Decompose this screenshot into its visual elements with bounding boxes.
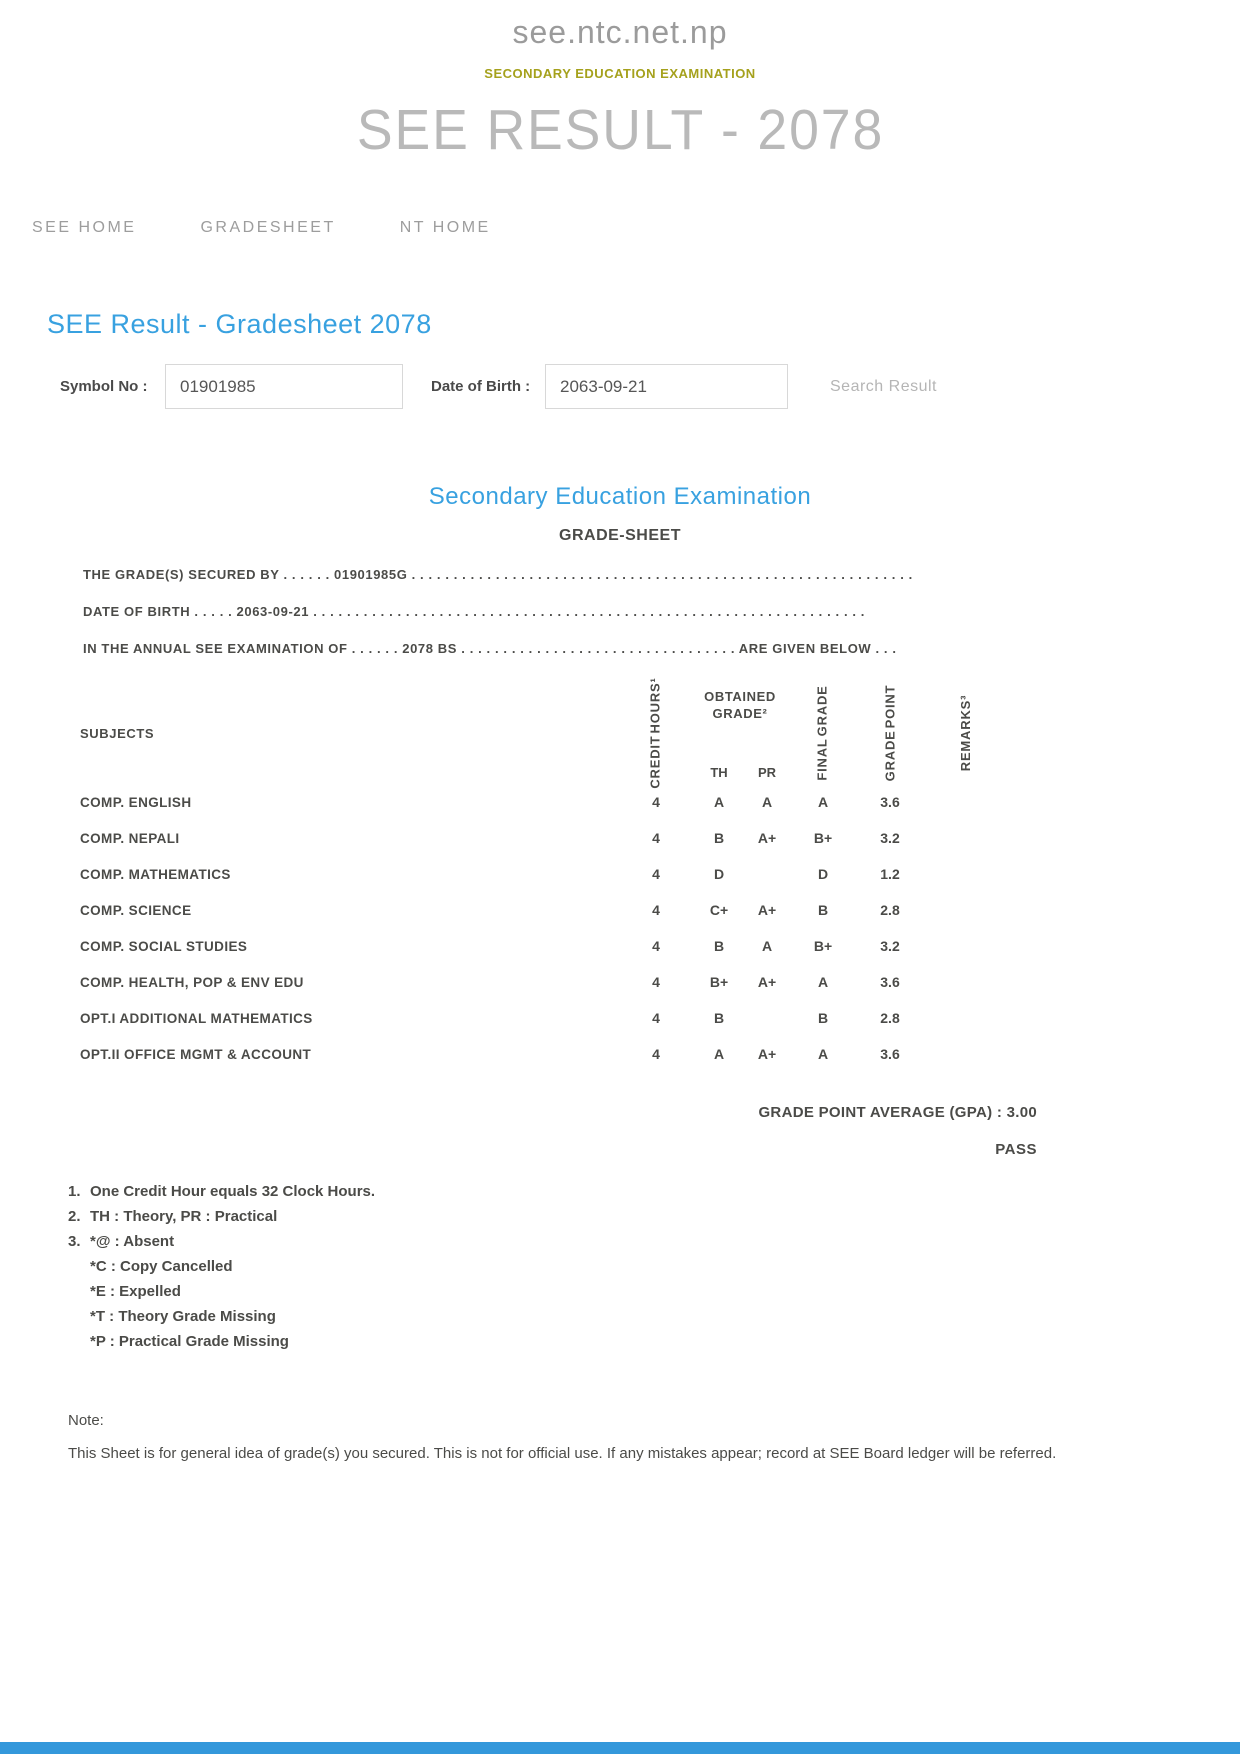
note-item: 2. TH : Theory, PR : Practical bbox=[68, 1208, 278, 1225]
column-header-grade-point: GRADE POINT bbox=[882, 684, 897, 782]
table-row: OPT.II OFFICE MGMT & ACCOUNT 4 A A+ A 3.6 bbox=[80, 1046, 900, 1062]
statement-line-2: DATE OF BIRTH . . . . . 2063-09-21 . . . . . . . . . . . . . . . . . . . . . . . . . . . . . . . . . . . . . . . . . . . . . . . . . . . . . . . . . . . . . . . . . . bbox=[83, 604, 866, 619]
table-row: COMP. HEALTH, POP & ENV EDU 4 B+ A+ A 3.6 bbox=[80, 974, 900, 990]
note-sub-item: *E : Expelled bbox=[90, 1283, 181, 1300]
column-header-obtained-grade: OBTAINED GRADE² TH PR bbox=[692, 682, 788, 784]
exam-subtitle: SECONDARY EDUCATION EXAMINATION bbox=[484, 66, 756, 81]
table-row: COMP. MATHEMATICS 4 D D 1.2 bbox=[80, 866, 900, 882]
note-sub-item: *T : Theory Grade Missing bbox=[90, 1308, 276, 1325]
table-row: COMP. NEPALI 4 B A+ B+ 3.2 bbox=[80, 830, 900, 846]
column-header-subjects: SUBJECTS bbox=[80, 725, 155, 741]
search-form bbox=[60, 364, 1240, 409]
note-item: 3. *@ : Absent bbox=[68, 1233, 175, 1250]
column-header-credit-hours: CREDIT HOURS¹ bbox=[648, 677, 663, 789]
table-row: COMP. SOCIAL STUDIES 4 B A B+ 3.2 bbox=[80, 938, 900, 954]
gpa-line: GRADE POINT AVERAGE (GPA) : 3.00 bbox=[758, 1104, 1037, 1121]
sheet-title: Secondary Education Examination bbox=[428, 483, 812, 510]
grades-table bbox=[60, 677, 1180, 1072]
result-heading: SEE Result - Gradesheet 2078 bbox=[47, 309, 432, 339]
table-row: COMP. SCIENCE 4 C+ A+ B 2.8 bbox=[80, 902, 900, 918]
search-result-button[interactable]: Search Result bbox=[830, 377, 937, 395]
table-row: OPT.I ADDITIONAL MATHEMATICS 4 B B 2.8 bbox=[80, 1010, 900, 1026]
footer-bar bbox=[0, 1742, 1240, 1754]
nav-gradesheet[interactable]: GRADESHEET bbox=[200, 219, 336, 236]
column-header-pr: PR bbox=[757, 765, 777, 780]
main-nav bbox=[32, 219, 1240, 237]
dob-label: Date of Birth : bbox=[431, 378, 531, 395]
note-label: Note: bbox=[68, 1412, 104, 1429]
page-title: SEE RESULT - 2078 bbox=[356, 98, 884, 162]
nav-see-home[interactable]: SEE HOME bbox=[32, 219, 137, 236]
dob-input[interactable] bbox=[545, 364, 788, 409]
note-sub-item: *P : Practical Grade Missing bbox=[90, 1333, 289, 1350]
table-header-row bbox=[60, 677, 1180, 789]
note-item: 1. One Credit Hour equals 32 Clock Hours. bbox=[68, 1183, 376, 1200]
column-header-remarks: REMARKS³ bbox=[957, 694, 973, 772]
masthead bbox=[0, 0, 1240, 163]
symbol-no-input[interactable] bbox=[165, 364, 403, 409]
note-sub-item: *C : Copy Cancelled bbox=[90, 1258, 233, 1275]
site-name: see.ntc.net.np bbox=[512, 14, 728, 50]
column-header-th: TH bbox=[710, 765, 728, 780]
symbol-no-label: Symbol No : bbox=[60, 378, 148, 395]
note-text: This Sheet is for general idea of grade(s) you secured. This is not for official use. If any mistakes appear; record at SEE Board ledger will be referred. bbox=[68, 1445, 1057, 1462]
nav-nt-home[interactable]: NT HOME bbox=[399, 219, 491, 236]
result-status: PASS bbox=[995, 1141, 1037, 1158]
column-header-final-grade: FINAL GRADE bbox=[815, 685, 831, 781]
sheet-subtitle: GRADE-SHEET bbox=[559, 527, 681, 544]
statement-line-3: IN THE ANNUAL SEE EXAMINATION OF . . . . . . 2078 BS . . . . . . . . . . . . . . . . . . . . . . . . . . . . . . . . . ARE GIVEN BELOW . . . bbox=[83, 641, 897, 656]
notes-list bbox=[68, 1184, 1240, 1350]
table-row: COMP. ENGLISH 4 A A A 3.6 bbox=[80, 794, 900, 810]
grade-statement bbox=[60, 567, 1180, 656]
statement-line-1: THE GRADE(S) SECURED BY . . . . . . 01901985G . . . . . . . . . . . . . . . . . . . . . . . . . . . . . . . . . . . . . . . . . . . . . . . . . . . . . . . . . . . . bbox=[83, 567, 913, 582]
